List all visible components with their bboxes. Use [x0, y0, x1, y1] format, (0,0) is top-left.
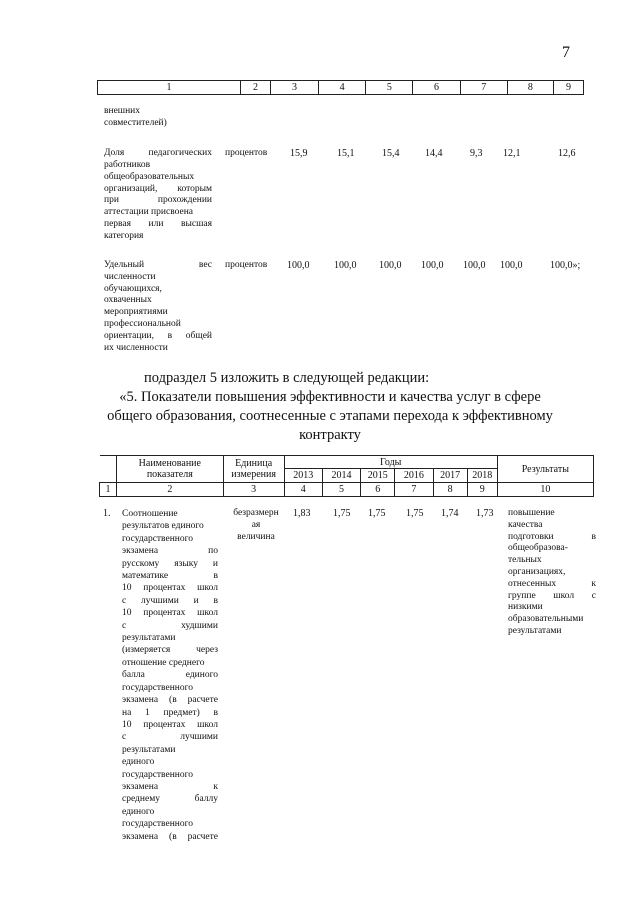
year-2014: 2014: [322, 469, 360, 483]
continuation-table-header: [97, 80, 584, 95]
row2-value-4: 100,0: [287, 260, 310, 271]
row2-value-9: 100,0: [500, 260, 523, 271]
indicators-table-header: [99, 455, 594, 497]
row2-value-6: 100,0: [379, 260, 402, 271]
row1-unit: процентов: [225, 148, 268, 158]
col-3: 3: [270, 81, 318, 95]
row2-unit: процентов: [225, 260, 268, 270]
num-col-8: 8: [433, 483, 467, 497]
row0-name: внешних совместителей): [104, 106, 167, 128]
row2-value-7: 100,0: [421, 260, 444, 271]
row1-indicator-name: Соотношение результатов единого государственного экзамена по русскому языку и математике в 10 процентах школ с лучшими и в 10 процентах школ с худшими результатами (измеряется через отношение среднего балла единого государственного экзамена (в расчете на 1 предмет) в 10 процентах школ с лучшими результатами единого государственного экзамена к среднему баллу единого государственного экзамена (в расчете: [122, 509, 218, 842]
row2-value-8: 100,0: [463, 260, 486, 271]
col-name-header: Наименование показателя: [117, 456, 224, 483]
row1-value-2013: 1,83: [293, 508, 311, 519]
col-4: 4: [319, 81, 366, 95]
num-col-7: 7: [395, 483, 433, 497]
num-col-3: 3: [223, 483, 284, 497]
col-6: 6: [413, 81, 460, 95]
page-number: 7: [562, 44, 570, 61]
col-7: 7: [460, 81, 507, 95]
row1-results: повышение качества подготовки в общеобразова- тельных организациях, отнесенных к группе школ с низкими образовательными результатами: [508, 508, 596, 636]
row1-value-8: 9,3: [470, 148, 483, 159]
num-col-4: 4: [284, 483, 322, 497]
row1-value-2015: 1,75: [368, 508, 386, 519]
section-heading: «5. Показатели повышения эффективности и качества услуг в сфере общего образования, соотнесенные с этапами перехода к эффективному контракту: [107, 389, 553, 443]
year-2016: 2016: [395, 469, 433, 483]
year-2017: 2017: [433, 469, 467, 483]
col-results-header: Результаты: [497, 456, 593, 483]
row1-value-6: 15,4: [382, 148, 400, 159]
row2-value-5: 100,0: [334, 260, 357, 271]
row2-value-10: 100,0»;: [550, 260, 581, 271]
num-col-5: 5: [322, 483, 360, 497]
year-2013: 2013: [284, 469, 322, 483]
row1-value-2014: 1,75: [333, 508, 351, 519]
num-col-1: 1: [100, 483, 117, 497]
row1-name-rest: работников общеобразовательных организаций, которым при прохождении аттестации присвоена первая или высшая категория: [104, 160, 212, 241]
col-1: 1: [98, 81, 241, 95]
num-col-2: 2: [117, 483, 224, 497]
col-unit-header: Единица измерения: [223, 456, 284, 483]
intro-text: подраздел 5 изложить в следующей редакции:: [144, 370, 430, 386]
row2-name: Удельный вес численности обучающихся, охваченных мероприятиями профессиональной ориентации, в общей их численности: [104, 260, 212, 353]
row1-value-4: 15,9: [290, 148, 308, 159]
col-5: 5: [366, 81, 413, 95]
row1-name: Доля педагогических: [104, 148, 212, 158]
row1-value-2018: 1,73: [476, 508, 494, 519]
row1-value-2017: 1,74: [441, 508, 459, 519]
row1-value-7: 14,4: [425, 148, 443, 159]
row1-value-10: 12,6: [558, 148, 576, 159]
col-8: 8: [507, 81, 553, 95]
col-2: 2: [240, 81, 270, 95]
col-years-header: Годы: [284, 456, 497, 469]
year-2015: 2015: [361, 469, 395, 483]
year-2018: 2018: [467, 469, 497, 483]
num-col-9: 9: [467, 483, 497, 497]
row1-value-5: 15,1: [337, 148, 355, 159]
num-col-10: 10: [497, 483, 593, 497]
row1-number: 1.: [103, 508, 111, 519]
num-col-6: 6: [361, 483, 395, 497]
row1-value-2016: 1,75: [406, 508, 424, 519]
col-9: 9: [554, 81, 584, 95]
row1-value-9: 12,1: [503, 148, 521, 159]
row1-unit: безразмерн ая величина: [233, 508, 279, 542]
